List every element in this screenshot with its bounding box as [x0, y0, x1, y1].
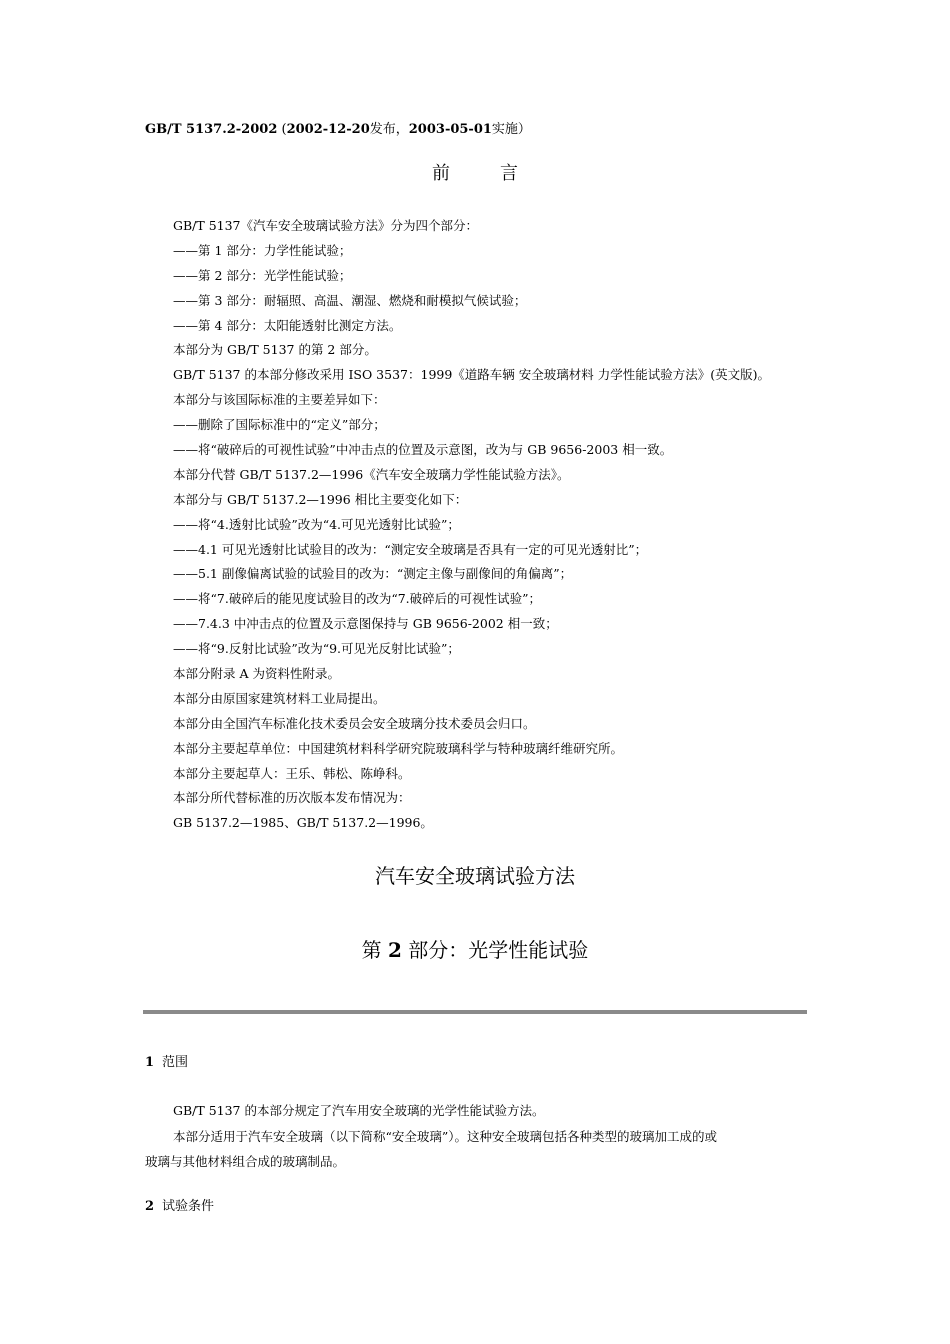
scope-paragraph-2-line-2: 玻璃与其他材料组合成的玻璃制品。 — [145, 1154, 346, 1169]
part-title-prefix: 第 — [361, 938, 389, 962]
section-number: 2 — [145, 1199, 155, 1214]
section-number: 1 — [145, 1055, 155, 1070]
preface-line: GB/T 5137 的本部分修改采用 ISO 3537：1999《道路车辆 安全玻璃材料 力学性能试验方法》(英文版)。 — [173, 367, 770, 383]
preface-line: 本部分由全国汽车标准化技术委员会安全玻璃分技术委员会归口。 — [173, 715, 536, 731]
preface-line: ——第 4 部分：太阳能透射比测定方法。 — [173, 317, 402, 333]
scope-paragraph-1: GB/T 5137 的本部分规定了汽车用安全玻璃的光学性能试验方法。 — [173, 1103, 545, 1118]
part-title-suffix: 部分：光学性能试验 — [401, 938, 589, 962]
preface-line: 本部分代替 GB/T 5137.2—1996《汽车安全玻璃力学性能试验方法》。 — [173, 466, 570, 482]
preface-line: 本部分主要起草单位：中国建筑材料科学研究院玻璃科学与特种玻璃纤维研究所。 — [173, 740, 624, 756]
publish-date: 2002-12-20 — [286, 122, 370, 137]
preface-line: ——第 3 部分：耐辐照、高温、潮湿、燃烧和耐模拟气候试验； — [173, 292, 527, 308]
preface-line: ——第 1 部分：力学性能试验； — [173, 242, 352, 258]
preface-line: ——将“9.反射比试验”改为“9.可见光反射比试验”； — [173, 641, 460, 657]
document-header — [145, 121, 531, 139]
section-title: 范围 — [162, 1055, 189, 1070]
preface-line: GB 5137.2—1985、GB/T 5137.2—1996。 — [173, 815, 433, 831]
standard-code: GB/T 5137.2-2002 — [145, 122, 278, 137]
part-title — [0, 936, 950, 964]
section-heading-scope — [145, 1053, 188, 1073]
preface-line: ——7.4.3 中冲击点的位置及示意图保持与 GB 9656-2002 相一致； — [173, 616, 558, 632]
preface-body — [173, 214, 833, 836]
preface-line: 本部分由原国家建筑材料工业局提出。 — [173, 690, 386, 706]
preface-line: GB/T 5137《汽车安全玻璃试验方法》分为四个部分： — [173, 218, 479, 233]
preface-line: ——删除了国际标准中的“定义”部分； — [173, 417, 386, 433]
preface-line: ——第 2 部分：光学性能试验； — [173, 267, 352, 283]
title-divider — [143, 1010, 807, 1014]
preface-line: 本部分主要起草人：王乐、韩松、陈峥科。 — [173, 765, 411, 781]
preface-line: ——将“4.透射比试验”改为“4.可见光透射比试验”； — [173, 516, 460, 532]
standard-title: 汽车安全玻璃试验方法 — [375, 864, 575, 888]
preface-line: ——5.1 副像偏离试验的试验目的改为：“测定主像与副像间的角偏离”； — [173, 566, 573, 582]
scope-paragraph-2-line-1: 本部分适用于汽车安全玻璃（以下简称“安全玻璃”）。这种安全玻璃包括各种类型的玻璃加工成的或 — [173, 1129, 718, 1144]
preface-line: 本部分为 GB/T 5137 的第 2 部分。 — [173, 342, 377, 358]
implement-date: 2003-05-01 — [408, 122, 492, 137]
preface-line: ——将“破碎后的可视性试验”中冲击点的位置及示意图，改为与 GB 9656-2003 相一致。 — [173, 442, 673, 458]
preface-line: 本部分与 GB/T 5137.2—1996 相比主要变化如下： — [173, 491, 468, 507]
section-heading-test-conditions — [145, 1197, 214, 1217]
part-title-number: 2 — [388, 938, 402, 962]
preface-line: ——4.1 可见光透射比试验目的改为：“测定安全玻璃是否具有一定的可见光透射比”； — [173, 541, 648, 557]
preface-line: 本部分所代替标准的历次版本发布情况为： — [173, 790, 411, 806]
implement-label: 实施） — [491, 122, 531, 137]
preface-line: 本部分与该国际标准的主要差异如下： — [173, 392, 386, 408]
section-title: 试验条件 — [162, 1199, 215, 1214]
publish-label: 发布， — [369, 122, 409, 137]
preface-title: 前言 — [432, 163, 568, 184]
preface-line: 本部分附录 A 为资料性附录。 — [173, 666, 340, 682]
header-open-paren: ( — [277, 122, 287, 137]
preface-line: ——将“7.破碎后的能见度试验目的改为“7.破碎后的可视性试验”； — [173, 591, 542, 607]
